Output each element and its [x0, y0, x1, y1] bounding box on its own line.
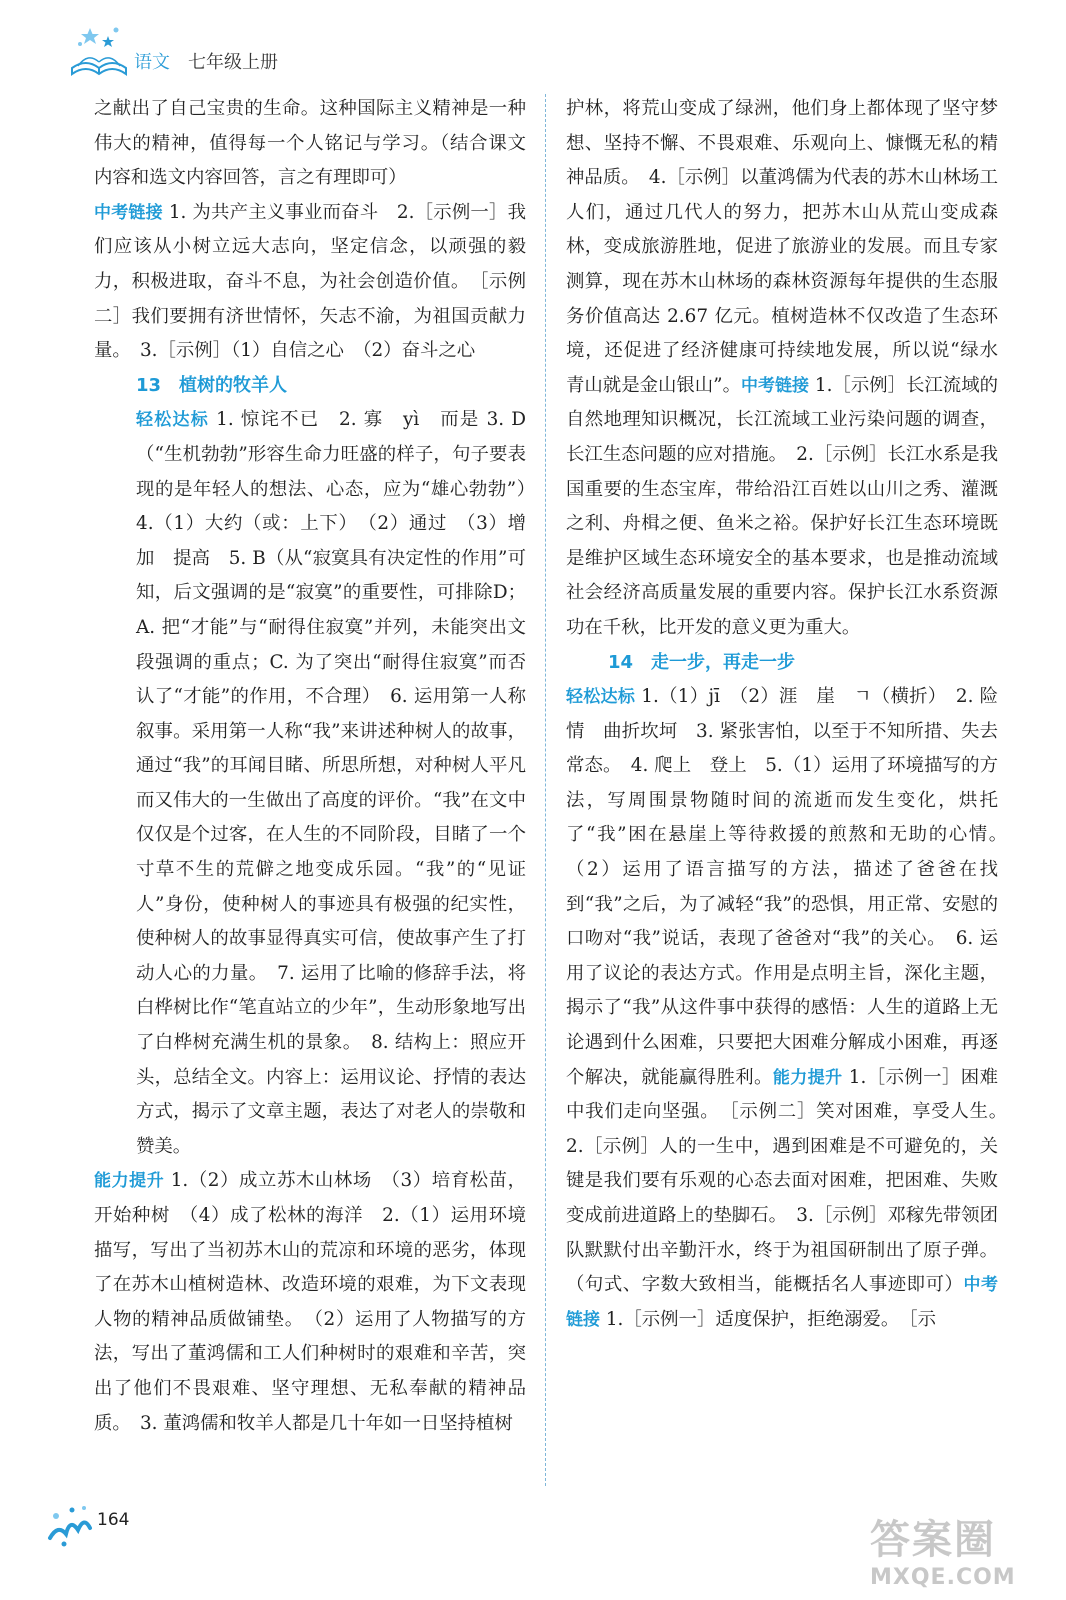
tag-qingsong-dabiao: 轻松达标: [566, 687, 636, 708]
section-title: 13 植树的牧羊人: [136, 374, 288, 396]
paragraph-text: 之献出了自己宝贵的生命。这种国际主义精神是一种伟大的精神，值得每一个人铭记与学习。（结合课文内容和选文内容回答，言之有理即可）: [94, 98, 526, 189]
left-column: [94, 92, 545, 1441]
page-number: 164: [97, 1510, 130, 1530]
paragraph: [94, 92, 526, 196]
watermark-en: MXQE.COM: [870, 1565, 1016, 1590]
book-title: [134, 48, 278, 74]
tag-zhongkao-lianjie: 中考链接: [566, 1275, 998, 1330]
paragraph: [94, 196, 526, 369]
paragraph-text: 1. 为共产主义事业而奋斗 2.［示例一］我们应该从小树立远大志向，坚定信念，以顽强的毅力，积极进取，奋斗不息，为社会创造价值。 ［示例二］我们要拥有济世情怀，矢志不渝，为祖国贡献力量。 3.［示例］（1）自信之心 （2）奋斗之心: [94, 201, 526, 362]
book-star-icon: [68, 22, 130, 84]
subject-label: 语文: [134, 52, 170, 73]
tag-zhongkao-lianjie: 中考链接: [94, 202, 163, 223]
splash-decoration-icon: [44, 1498, 96, 1554]
tag-nengli-tisheng: 能力提升: [94, 1171, 165, 1192]
tag-nengli-tisheng: 能力提升: [772, 1067, 843, 1088]
column-divider: [545, 94, 546, 1486]
paragraph-text: 护林，将荒山变成了绿洲，他们身上都体现了坚守梦想、坚持不懈、不畏艰难、乐观向上、慷慨无私的精神品质。 4.［示例］以董鸿儒为代表的苏木山林场工人们，通过几代人的努力，把苏木山从荒山变成森林，变成旅游胜地，促进了旅游业的发展。而且专家测算，现在苏木山林场的森林资源每年提供的生态服务价值高达 2.67 亿元。植树造林不仅改造了生态环境，还促进了经济健康可持续地发展，所以说“绿水青山就是金山银山”。: [566, 98, 998, 396]
paragraph: [94, 403, 545, 1164]
page-header: [68, 22, 1008, 82]
paragraph-text: 1.（1）jī （2）涯 崖 ㄱ（横折） 2. 险情 曲折坎坷 3. 紧张害怕，以至于不知所措、失去常态。 4. 爬上 登上 5.（1）运用了环境描写的方法，写周围景物随时间的流逝而发生变化，烘托了“我”困在悬崖上等待救援的煎熬和无助的心情。 （2）运用了语言描写的方法，描述了爸爸在找到“我”之后，为了减轻“我”的恐惧，用正常、安慰的口吻对“我”说话，表现了爸爸对“我”的关心。 6. 运用了议论的表达方式。作用是点明主旨，深化主题，揭示了“我”从这件事中获得的感悟：人生的道路上无论遇到什么困难，只要把大困难分解成小困难，再逐个解决，就能赢得胜利。: [566, 686, 1017, 1088]
paragraph-text: 1.［示例一］适度保护，拒绝溺爱。 ［示: [600, 1308, 937, 1330]
paragraph: [566, 92, 998, 646]
grade-label: 七年级上册: [188, 52, 278, 73]
paragraph-text: 1.（2）成立苏木山林场 （3）培育松苗，开始种树 （4）成了松林的海洋 2.（1）运用环境描写，写出了当初苏木山的荒凉和环境的恶劣，体现了在苏木山植树造林、改造环境的艰难，为下文表现人物的精神品质做铺垫。 （2）运用了人物描写的方法，写出了董鸿儒和工人们种树时的艰难和辛苦，突出了他们不畏艰难、坚守理想、无私奉献的精神品质。 3. 董鸿儒和牧羊人都是几十年如一日坚持植树: [94, 1170, 526, 1434]
tag-qingsong-dabiao: 轻松达标: [136, 410, 210, 431]
paragraph-text: 1.［示例］长江流域的自然地理知识概况，长江流域工业污染问题的调查，长江生态问题的应对措施。 2.［示例］长江水系是我国重要的生态宝库，带给沿江百姓以山川之秀、灌溉之利、舟楫之便、鱼米之裕。保护好长江生态环境既是维护区域生态环境安全的基本要求，也是推动流域社会经济高质量发展的重要内容。保护长江水系资源功在千秋，比开发的意义更为重大。: [566, 374, 998, 638]
paragraph: [94, 1164, 526, 1441]
right-column: [566, 92, 1017, 1337]
section-title: 14 走一步，再走一步: [608, 651, 796, 673]
watermark-cn: 答案圈: [870, 1517, 996, 1563]
watermark: [870, 1508, 1016, 1590]
paragraph-text: 1.［示例一］困难中我们走向坚强。 ［示例二］笑对困难，享受人生。 2.［示例］人的一生中，遇到困难是不可避免的，关键是我们要有乐观的心态去面对困难，把困难、失败变成前进道路上的垫脚石。 3.［示例］邓稼先带领团队默默付出辛勤汗水，终于为祖国研制出了原子弹。（句式、字数大致相当，能概括名人事迹即可）: [566, 1066, 1017, 1296]
paragraph-text: 1. 惊诧不已 2. 寡 yì 而是 3. D（“生机勃勃”形容生命力旺盛的样子，句子要表现的是年轻人的想法、心态，应为“雄心勃勃”） 4.（1）大约（或：上下） （2）通过 （3）增加 提高 5. B（从“寂寞具有决定性的作用”可知，后文强调的是“寂寞”的重要性，可排除D；A. 把“才能”与“耐得住寂寞”并列，未能突出文段强调的重点；C. 为了突出“耐得住寂寞”而否认了“才能”的作用，不合理） 6. 运用第一人称叙事。采用第一人称“我”来讲述种树人的故事，通过“我”的耳闻目睹、所思所想，对种树人平凡而又伟大的一生做出了高度的评价。“我”在文中仅仅是个过客，在人生的不同阶段，目睹了一个寸草不生的荒僻之地变成乐园。“我”的“见证人”身份，使种树人的事迹具有极强的纪实性，使种树人的故事显得真实可信，使故事产生了打动人心的力量。 7. 运用了比喻的修辞手法，将白桦树比作“笔直站立的少年”，生动形象地写出了白桦树充满生机的景象。 8. 结构上：照应开头，总结全文。内容上：运用议论、抒情的表达方式，揭示了文章主题，表达了对老人的崇敬和赞美。: [136, 409, 545, 1157]
paragraph: [566, 680, 1017, 1337]
tag-zhongkao-lianjie: 中考链接: [740, 375, 810, 396]
